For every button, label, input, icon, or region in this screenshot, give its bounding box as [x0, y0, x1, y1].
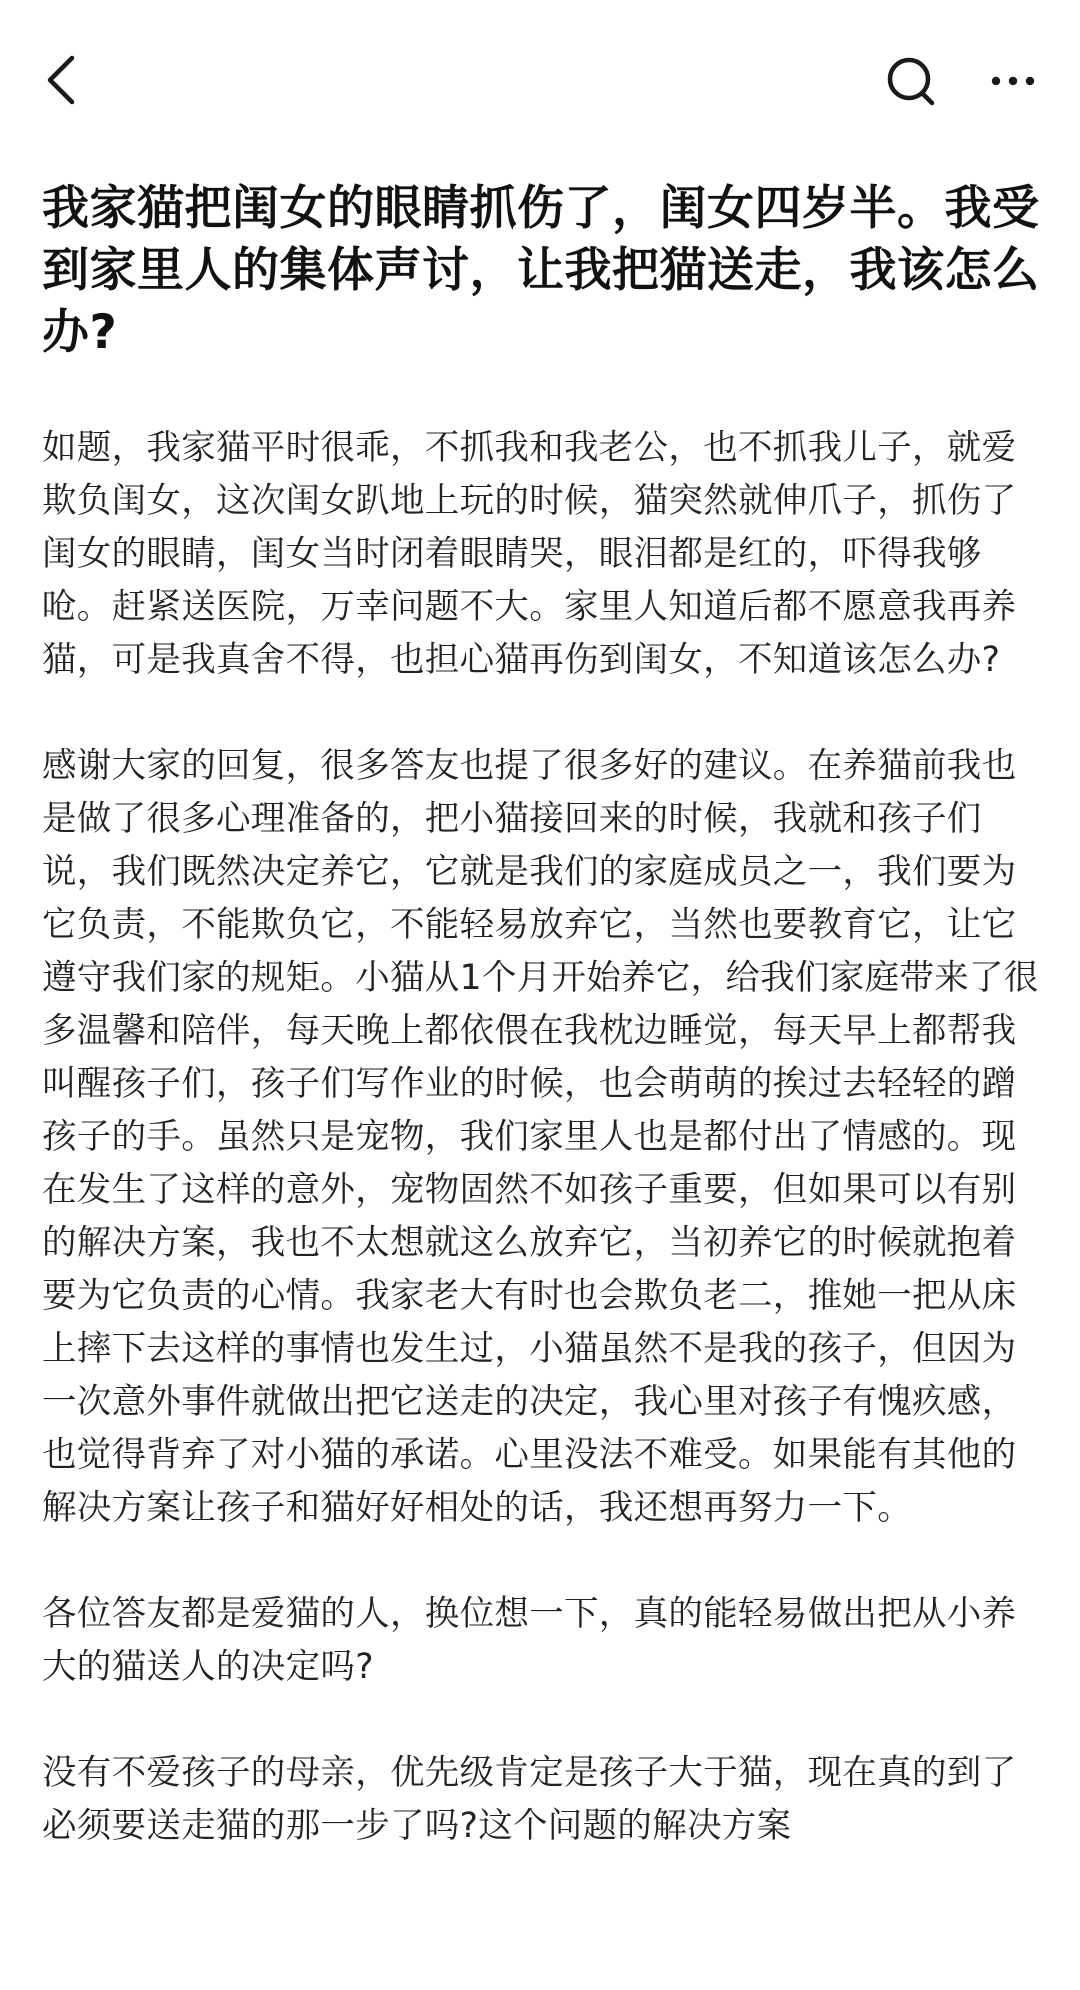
question-description [42, 422, 1042, 1853]
more-horizontal-icon [991, 75, 1035, 87]
search-icon [886, 56, 936, 108]
description-paragraph: 没有不爱孩子的母亲，优先级肯定是孩子大于猫，现在真的到了必须要送走猫的那一步了吗?这个问题的解决方案 [42, 1753, 1017, 1846]
description-paragraph: 如题，我家猫平时很乖，不抓我和我老公，也不抓我儿子，就爱欺负闺女，这次闺女趴地上玩的时候，猫突然就伸爪子，抓伤了闺女的眼睛，闺女当时闭着眼睛哭，眼泪都是红的，吓得我够呛。赶紧送医院，万幸问题不大。家里人知道后都不愿意我再养猫，可是我真舍不得，也担心猫再伤到闺女，不知道该怎么办? [42, 428, 1017, 680]
description-paragraph: 各位答友都是爱猫的人，换位想一下，真的能轻易做出把从小养大的猫送人的决定吗? [42, 1594, 1017, 1687]
search-button[interactable] [878, 45, 944, 119]
chevron-left-icon [44, 54, 76, 106]
description-paragraph: 感谢大家的回复，很多答友也提了很多好的建议。在养猫前我也是做了很多心理准备的，把小猫接回来的时候，我就和孩子们说，我们既然决定养它，它就是我们的家庭成员之一，我们要为它负责，不能欺负它，不能轻易放弃它，当然也要教育它，让它遵守我们家的规矩。小猫从1个月开始养它，给我们家庭带来了很多温馨和陪伴，每天晚上都依偎在我枕边睡觉，每天早上都帮我叫醒孩子们，孩子们写作业的时候，也会萌萌的挨过去轻轻的蹭孩子的手。虽然只是宠物，我们家里人也是都付出了情感的。现在发生了这样的意外，宠物固然不如孩子重要，但如果可以有别的解决方案，我也不太想就这么放弃它，当初养它的时候就抱着要为它负责的心情。我家老大有时也会欺负老二，推她一把从床上摔下去这样的事情也发生过，小猫虽然不是我的孩子，但因为一次意外事件就做出把它送走的决定，我心里对孩子有愧疚感，也觉得背弃了对小猫的承诺。心里没法不难受。如果能有其他的解决方案让孩子和猫好好相处的话，我还想再努力一下。 [42, 746, 1039, 1528]
question-title: 我家猫把闺女的眼睛抓伤了，闺女四岁半。我受到家里人的集体声讨，让我把猫送走，我该怎么办? [42, 181, 1040, 360]
more-options-button[interactable] [980, 58, 1046, 104]
top-navigation-bar [0, 0, 1080, 160]
back-button[interactable] [30, 42, 90, 118]
